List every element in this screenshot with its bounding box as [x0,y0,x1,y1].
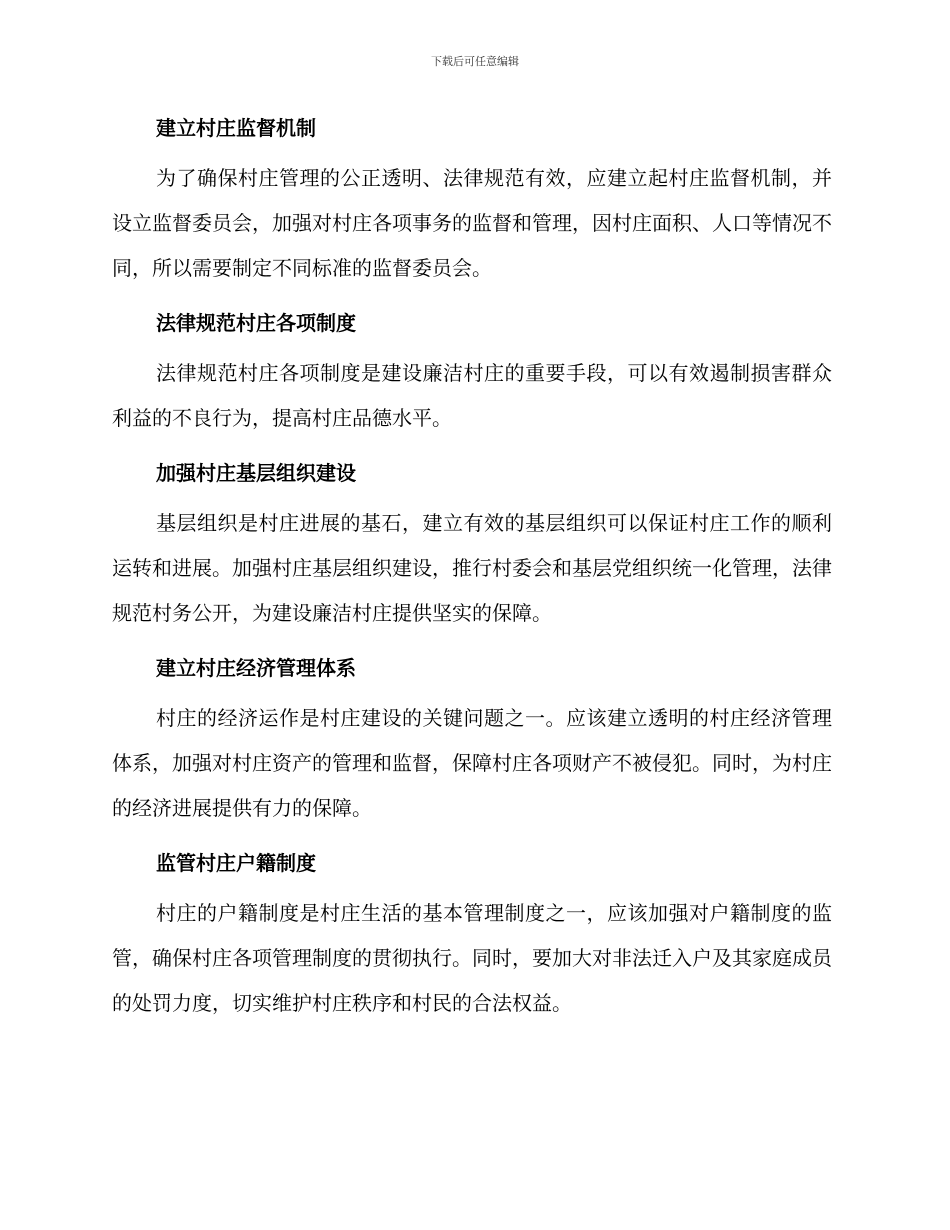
section-body: 法律规范村庄各项制度是建设廉洁村庄的重要手段，可以有效遏制损害群众利益的不良行为，提高村庄品德水平。 [112,361,832,430]
section-household-registration [112,847,832,1026]
section-supervision-mechanism [112,112,832,291]
section-heading: 法律规范村庄各项制度 [156,311,356,335]
section-heading: 监管村庄户籍制度 [156,851,316,875]
section-body: 村庄的户籍制度是村庄生活的基本管理制度之一，应该加强对户籍制度的监管，确保村庄各项管理制度的贯彻执行。同时，要加大对非法迁入户及其家庭成员的处罚力度，切实维护村庄秩序和村民的合法权益。 [112,901,832,1015]
section-grassroots-organization [112,457,832,636]
section-heading: 建立村庄经济管理体系 [156,656,356,680]
section-heading: 加强村庄基层组织建设 [156,461,356,485]
page-header: 下载后可任意编辑 [431,55,519,68]
section-body: 为了确保村庄管理的公正透明、法律规范有效，应建立起村庄监督机制，并设立监督委员会，加强对村庄各项事务的监督和管理，因村庄面积、人口等情况不同，所以需要制定不同标准的监督委员会。 [112,166,832,280]
section-legal-regulations [112,307,832,441]
section-body: 村庄的经济运作是村庄建设的关键问题之一。应该建立透明的村庄经济管理体系，加强对村庄资产的管理和监督，保障村庄各项财产不被侵犯。同时，为村庄的经济进展提供有力的保障。 [112,706,832,820]
section-heading: 建立村庄监督机制 [156,116,316,140]
section-body: 基层组织是村庄进展的基石，建立有效的基层组织可以保证村庄工作的顺利运转和进展。加强村庄基层组织建设，推行村委会和基层党组织统一化管理，法律规范村务公开，为建设廉洁村庄提供坚实的保障。 [112,511,832,625]
section-economic-management [112,652,832,831]
document-content [112,112,832,1042]
